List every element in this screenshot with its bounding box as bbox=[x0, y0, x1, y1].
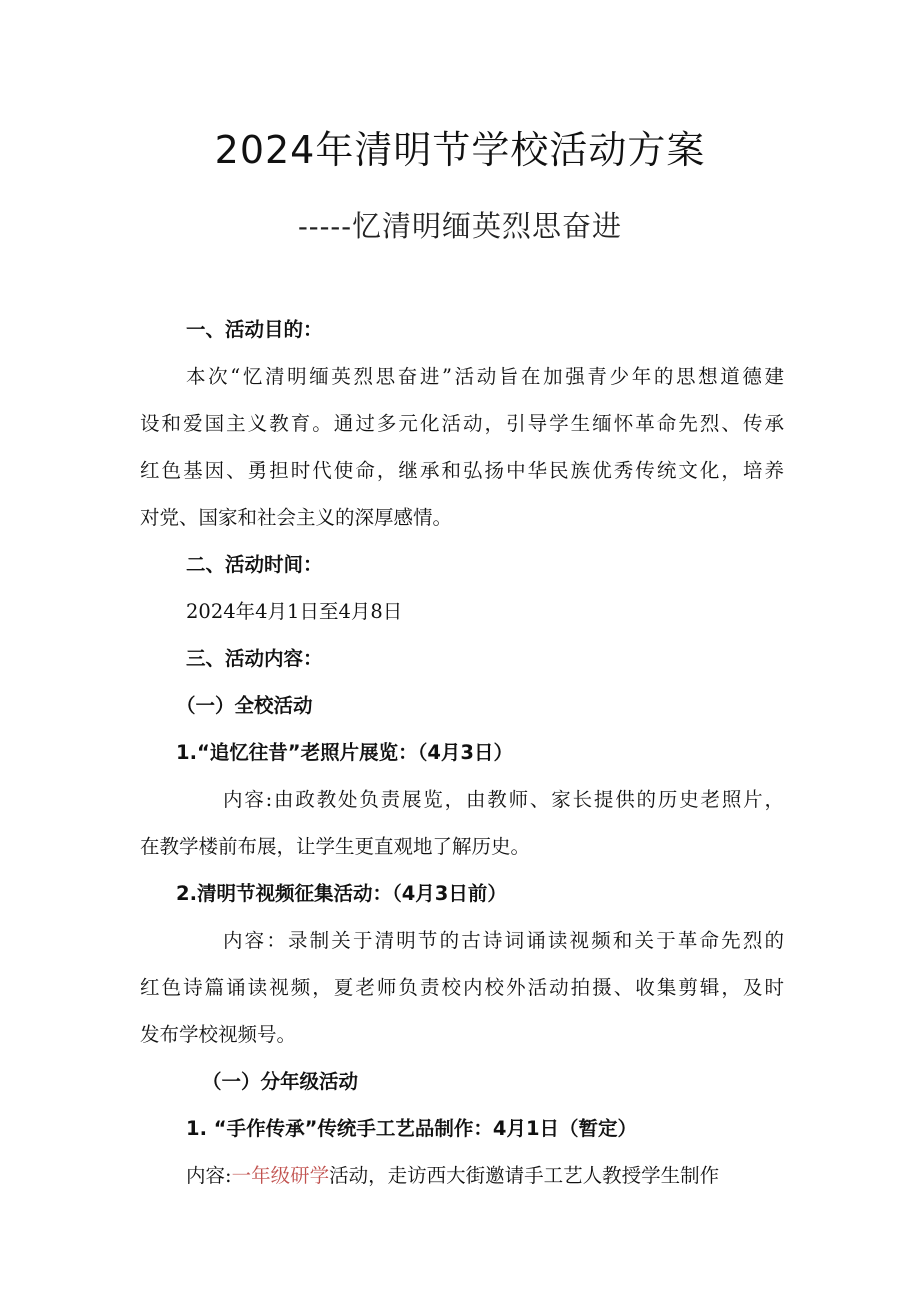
item-title-photo-exhibit: 1.“追忆往昔”老照片展览：（4月3日） bbox=[176, 741, 513, 764]
paragraph-line: 发布学校视频号。 bbox=[140, 1023, 297, 1046]
item-title-handcraft: 1. “手作传承”传统手工艺品制作：4月1日（暂定） bbox=[186, 1117, 638, 1140]
paragraph-line: 设和爱国主义教育。通过多元化活动，引导学生缅怀革命先烈、传承 bbox=[140, 412, 784, 435]
section-heading-content: 三、活动内容： bbox=[186, 647, 323, 670]
paragraph-text: 活动，走访西大街邀请手工艺人教授学生制作 bbox=[329, 1164, 720, 1187]
activity-date-range: 2024年4月1日至4月8日 bbox=[186, 600, 403, 623]
paragraph-line: 本次“忆清明缅英烈思奋进”活动旨在加强青少年的思想道德建 bbox=[186, 365, 784, 388]
document-body bbox=[140, 306, 784, 1199]
item-title-video-collection: 2.清明节视频征集活动：（4月3日前） bbox=[176, 882, 507, 905]
paragraph-line: 在教学楼前布展，让学生更直观地了解历史。 bbox=[140, 835, 531, 858]
subsection-heading-grade: （一）分年级活动 bbox=[202, 1070, 359, 1093]
paragraph-line: 红色基因、勇担时代使命，继承和弘扬中华民族优秀传统文化，培养 bbox=[140, 459, 784, 482]
section-heading-time: 二、活动时间： bbox=[186, 553, 323, 576]
paragraph-line: 红色诗篇诵读视频，夏老师负责校内校外活动拍摄、收集剪辑，及时 bbox=[140, 976, 784, 999]
document-subtitle: -----忆清明缅英烈思奋进 bbox=[298, 209, 622, 243]
paragraph-line: 对党、国家和社会主义的深厚感情。 bbox=[140, 506, 453, 529]
paragraph-line: 内容：录制关于清明节的古诗词诵读视频和关于革命先烈的 bbox=[223, 929, 784, 952]
content-label: 内容: bbox=[186, 1164, 232, 1187]
paragraph-line: 内容:由政教处负责展览，由教师、家长提供的历史老照片， bbox=[223, 788, 784, 811]
highlighted-text: 一年级研学 bbox=[231, 1164, 330, 1187]
subsection-heading-school: （一）全校活动 bbox=[176, 694, 313, 717]
section-heading-purpose: 一、活动目的： bbox=[186, 318, 323, 341]
document-title: 2024年清明节学校活动方案 bbox=[214, 128, 706, 172]
paragraph-line bbox=[140, 1152, 784, 1199]
